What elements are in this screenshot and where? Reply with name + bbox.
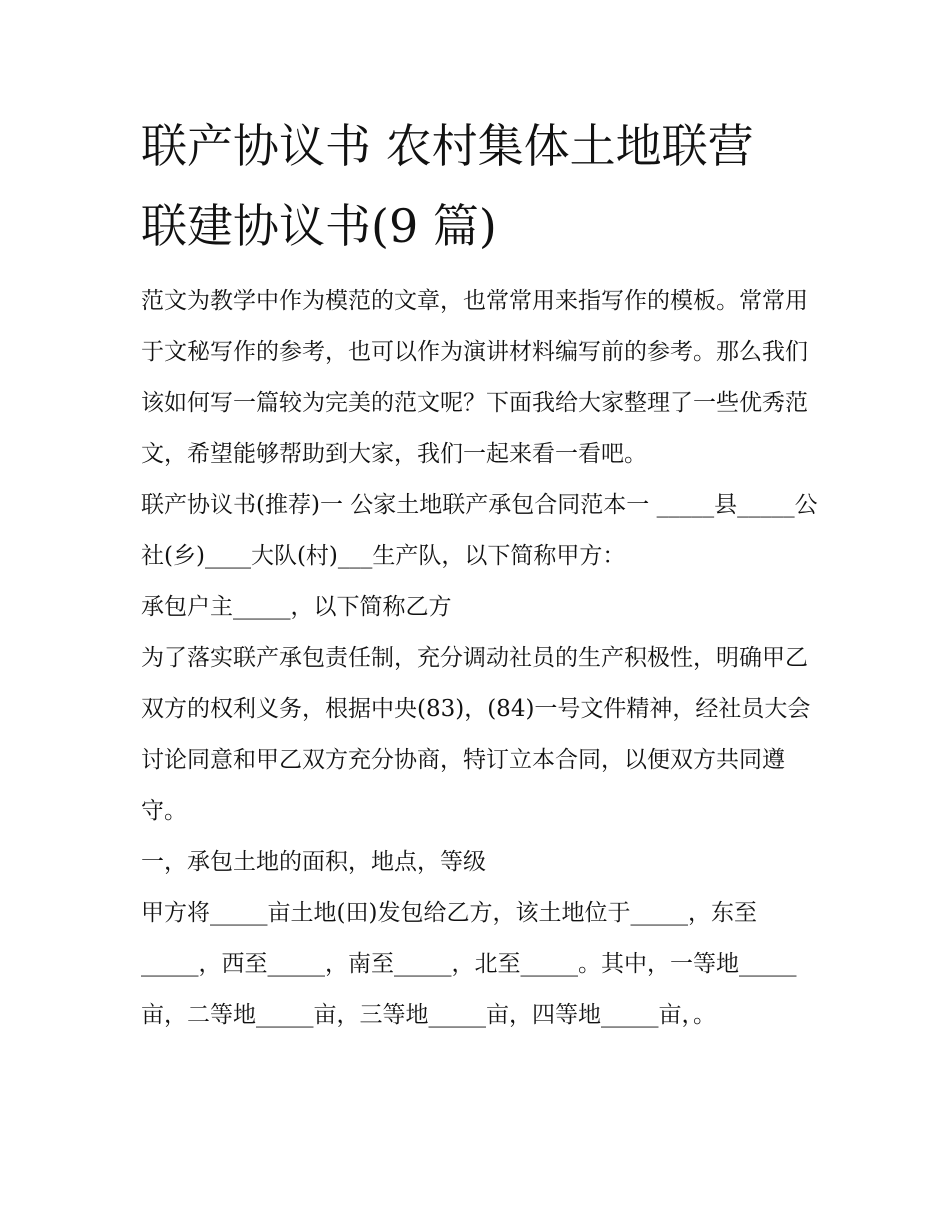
land-details-paragraph: 甲方将_____亩土地(田)发包给乙方，该土地位于_____，东至_____，西至_____，南至_____，北至_____。其中，一等地_____亩，二等地_____亩，三等地_____亩，四等地_____亩，。 <box>141 900 797 1028</box>
intro-paragraph: 范文为教学中作为模范的文章，也常常用来指写作的模板。常常用于文秘写作的参考，也可以作为演讲材料编写前的参考。那么我们该如何写一篇较为完美的范文呢？下面我给大家整理了一些优秀范文，希望能够帮助到大家，我们一起来看一看吧。 <box>141 288 808 467</box>
purpose-paragraph: 为了落实联产承包责任制，充分调动社员的生产积极性，明确甲乙双方的权利义务，根据中央(83)，(84)一号文件精神，经社员大会讨论同意和甲乙双方充分协商，特订立本合同，以便双方共同遵守。 <box>141 645 811 824</box>
contract-heading-paragraph: 联产协议书(推荐)一 公家土地联产承包合同范本一 _____县_____公社(乡)____大队(村)___生产队，以下简称甲方： <box>141 492 818 569</box>
section-one-heading: 一，承包土地的面积，地点，等级 <box>141 849 486 875</box>
party-b-paragraph: 承包户主_____，以下简称乙方 <box>141 594 452 620</box>
document-title: 联产协议书 农村集体土地联营 联建协议书(9 篇) <box>141 119 754 253</box>
document-body <box>141 276 821 1041</box>
